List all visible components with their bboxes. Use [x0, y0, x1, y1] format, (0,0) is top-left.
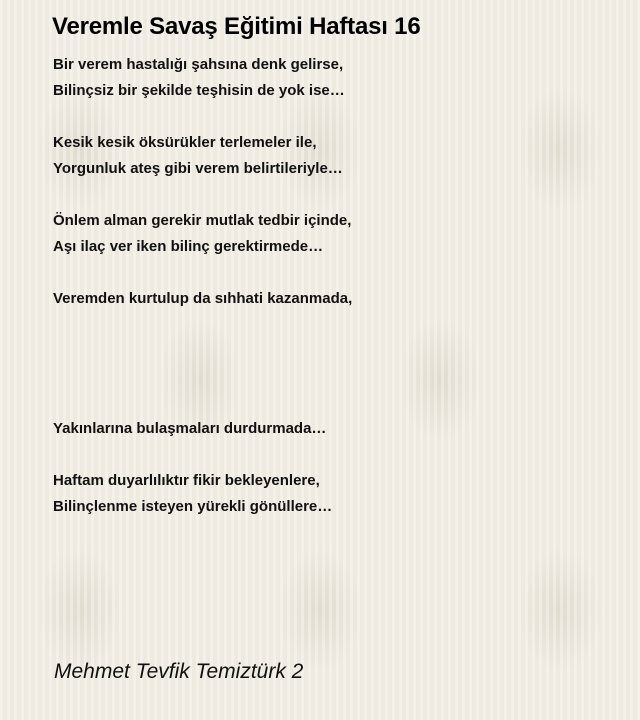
stanza-1 — [53, 52, 613, 104]
stanza-3 — [53, 208, 613, 260]
poem-line: Yorgunluk ateş gibi verem belirtileriyle… — [53, 160, 343, 177]
poem-line: Haftam duyarlılıktır fikir bekleyenlere, — [53, 472, 320, 489]
poem-line: Kesik kesik öksürükler terlemeler ile, — [53, 134, 317, 151]
poem-line: Veremden kurtulup da sıhhati kazanmada, — [53, 290, 353, 307]
poem-line: Önlem alman gerekir mutlak tedbir içinde, — [53, 212, 352, 229]
poem-line: Bilinçsiz bir şekilde teşhisin de yok ise… — [53, 82, 345, 99]
stanza-4 — [53, 286, 613, 312]
stanza-5 — [53, 416, 613, 442]
poem-title: Veremle Savaş Eğitimi Haftası 16 — [52, 13, 421, 40]
poem-line: Aşı ilaç ver iken bilinç gerektirmede… — [53, 238, 324, 255]
stanza-6 — [53, 468, 613, 520]
poem-line: Bir verem hastalığı şahsına denk gelirse, — [53, 56, 344, 73]
poem-line: Yakınlarına bulaşmaları durdurmada… — [53, 420, 327, 437]
poem-body — [53, 52, 613, 546]
poem-line: Bilinçlenme isteyen yürekli gönüllere… — [53, 498, 333, 515]
stanza-2 — [53, 130, 613, 182]
poem-author: Mehmet Tevfik Temiztürk 2 — [54, 660, 304, 683]
